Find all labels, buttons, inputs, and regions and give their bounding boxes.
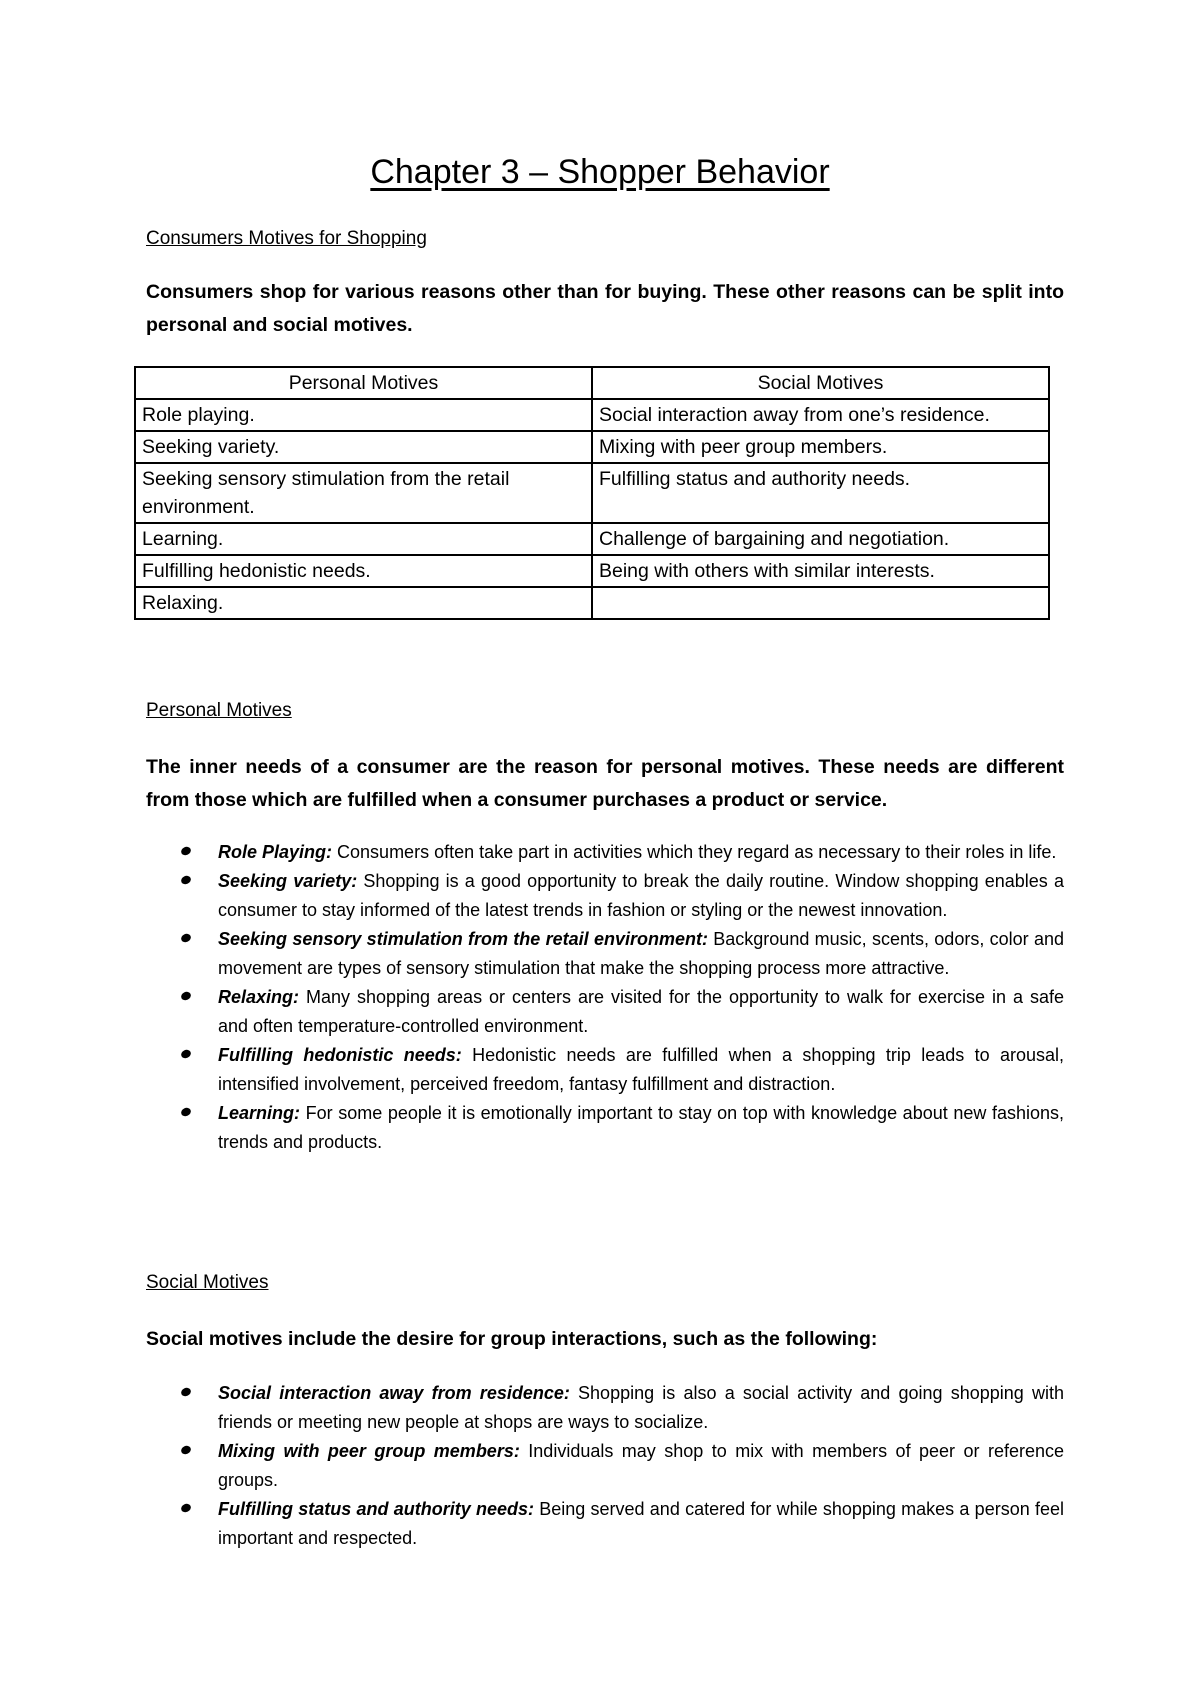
list-item: [146, 867, 1064, 925]
section-intro-social-motives: Social motives include the desire for group interactions, such as the following:: [146, 1328, 878, 1350]
table-row: [135, 463, 1049, 523]
table-row: [135, 555, 1049, 587]
list-item-text: Shopping is also a social activity and going shopping with friends or meeting new people at shops are ways to socialize.: [218, 1383, 1064, 1432]
section-heading-personal-motives: Personal Motives: [146, 700, 292, 721]
section-intro-consumer-motives: Consumers shop for various reasons other than for buying. These other reasons can be split into personal and social motives.: [146, 281, 1064, 336]
list-item-term: Learning:: [218, 1103, 301, 1123]
list-item: [146, 1437, 1064, 1495]
list-item-term: Role Playing:: [218, 842, 333, 862]
table-cell: Relaxing.: [135, 587, 592, 619]
table-header-row: [135, 367, 1049, 399]
table-cell: Fulfilling status and authority needs.: [592, 463, 1049, 523]
table-cell: Learning.: [135, 523, 592, 555]
list-item: [146, 1379, 1064, 1437]
list-item-text: Consumers often take part in activities which they regard as necessary to their roles in life.: [332, 842, 1057, 862]
table-cell: Fulfilling hedonistic needs.: [135, 555, 592, 587]
table-row: [135, 399, 1049, 431]
page-title: Chapter 3 – Shopper Behavior: [370, 153, 830, 191]
table-cell: Challenge of bargaining and negotiation.: [592, 523, 1049, 555]
list-item-term: Seeking variety:: [218, 871, 358, 891]
list-item-text: Being served and catered for while shopping makes a person feel important and respected.: [218, 1499, 1064, 1548]
bullet-icon: [180, 932, 192, 943]
list-item-term: Fulfilling hedonistic needs:: [218, 1045, 462, 1065]
table-cell-empty: [592, 587, 1049, 619]
table-cell: Role playing.: [135, 399, 592, 431]
bullet-icon: [180, 1106, 192, 1117]
list-item: [146, 838, 1064, 867]
table-cell: Social interaction away from one’s residence.: [592, 399, 1049, 431]
list-item-text: Background music, scents, odors, color and movement are types of sensory stimulation that make the shopping process more attractive.: [218, 929, 1064, 978]
bullet-icon: [180, 990, 192, 1001]
table-cell: Being with others with similar interests.: [592, 555, 1049, 587]
bullet-icon: [180, 1386, 192, 1397]
social-motives-list: [146, 1379, 1064, 1553]
bullet-icon: [180, 845, 192, 856]
personal-motives-list: [146, 838, 1064, 1157]
section-heading-consumer-motives: Consumers Motives for Shopping: [146, 228, 427, 249]
motives-table: [134, 366, 1050, 620]
list-item: [146, 1099, 1064, 1157]
list-item-term: Social interaction away from residence:: [218, 1383, 570, 1403]
table-cell: Seeking sensory stimulation from the retail environment.: [135, 463, 592, 523]
list-item: [146, 1041, 1064, 1099]
table-header-personal: Personal Motives: [135, 367, 592, 399]
list-item-text: Shopping is a good opportunity to break the daily routine. Window shopping enables a consumer to stay informed of the latest trends in fashion or styling or the newest innovation.: [218, 871, 1064, 920]
list-item-term: Seeking sensory stimulation from the retail environment:: [218, 929, 708, 949]
bullet-icon: [180, 1048, 192, 1059]
table-cell: Mixing with peer group members.: [592, 431, 1049, 463]
table-header-social: Social Motives: [592, 367, 1049, 399]
section-heading-social-motives: Social Motives: [146, 1272, 269, 1293]
table-row: [135, 587, 1049, 619]
bullet-icon: [180, 1502, 192, 1513]
list-item-text: Individuals may shop to mix with members of peer or reference groups.: [218, 1441, 1064, 1490]
table-row: [135, 431, 1049, 463]
table-row: [135, 523, 1049, 555]
section-intro-personal-motives: The inner needs of a consumer are the reason for personal motives. These needs are different from those which are fulfilled when a consumer purchases a product or service.: [146, 756, 1064, 811]
list-item: [146, 925, 1064, 983]
table-cell: Seeking variety.: [135, 431, 592, 463]
bullet-icon: [180, 874, 192, 885]
list-item-text: Hedonistic needs are fulfilled when a shopping trip leads to arousal, intensified involvement, perceived freedom, fantasy fulfillment and distraction.: [218, 1045, 1064, 1094]
list-item-text: Many shopping areas or centers are visited for the opportunity to walk for exercise in a safe and often temperature-controlled environment.: [218, 987, 1064, 1036]
list-item-term: Mixing with peer group members:: [218, 1441, 520, 1461]
list-item-term: Fulfilling status and authority needs:: [218, 1499, 534, 1519]
list-item-term: Relaxing:: [218, 987, 300, 1007]
bullet-icon: [180, 1444, 192, 1455]
list-item-text: For some people it is emotionally important to stay on top with knowledge about new fashions, trends and products.: [218, 1103, 1064, 1152]
list-item: [146, 983, 1064, 1041]
list-item: [146, 1495, 1064, 1553]
